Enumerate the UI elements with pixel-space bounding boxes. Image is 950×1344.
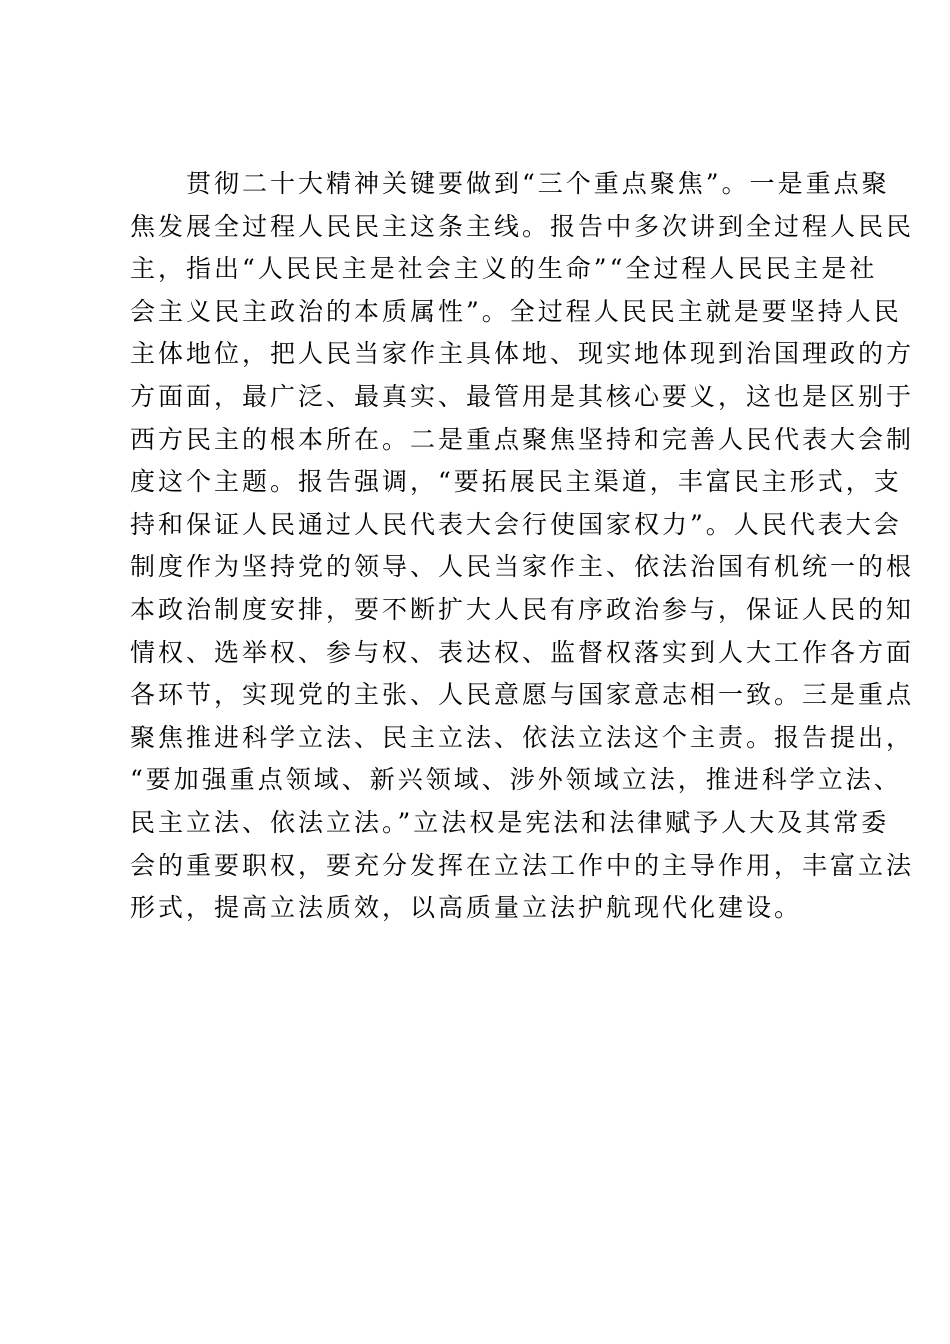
paragraph-line: 主体地位，把人民当家作主具体地、现实地体现到治国理政的方 <box>130 339 915 369</box>
paragraph-line: 主，指出“人民民主是社会主义的生命”“全过程人民民主是社 <box>130 254 878 284</box>
paragraph-line: 制度作为坚持党的领导、人民当家作主、依法治国有机统一的根 <box>130 552 915 582</box>
paragraph-line: 西方民主的根本所在。二是重点聚焦坚持和完善人民代表大会制 <box>130 424 915 454</box>
paragraph-line: 民主立法、依法立法。”立法权是宪法和法律赋予人大及其常委 <box>130 807 890 837</box>
paragraph-line: 焦发展全过程人民民主这条主线。报告中多次讲到全过程人民民 <box>130 211 915 241</box>
paragraph-line: 贯彻二十大精神关键要做到“三个重点聚焦”。一是重点聚 <box>186 169 890 198</box>
paragraph-line: 方面面，最广泛、最真实、最管用是其核心要义，这也是区别于 <box>130 381 915 411</box>
paragraph-line: 本政治制度安排，要不断扩大人民有序政治参与，保证人民的知 <box>130 594 915 624</box>
paragraph-line: 聚焦推进科学立法、民主立法、依法立法这个主责。报告提出， <box>130 722 915 752</box>
paragraph-line: 会的重要职权，要充分发挥在立法工作中的主导作用，丰富立法 <box>130 850 915 880</box>
paragraph-line: 各环节，实现党的主张、人民意愿与国家意志相一致。三是重点 <box>130 680 915 710</box>
paragraph-line: “要加强重点领域、新兴领域、涉外领域立法，推进科学立法、 <box>130 765 902 795</box>
paragraph-line: 度这个主题。报告强调，“要拓展民主渠道，丰富民主形式，支 <box>130 467 902 497</box>
paragraph-line: 情权、选举权、参与权、表达权、监督权落实到人大工作各方面 <box>130 637 915 667</box>
paragraph-line: 持和保证人民通过人民代表大会行使国家权力”。人民代表大会 <box>130 509 902 539</box>
paragraph-line: 会主义民主政治的本质属性”。全过程人民民主就是要坚持人民 <box>130 296 902 326</box>
paragraph-line: 形式，提高立法质效，以高质量立法护航现代化建设。 <box>130 893 803 923</box>
body-paragraph <box>130 163 915 930</box>
